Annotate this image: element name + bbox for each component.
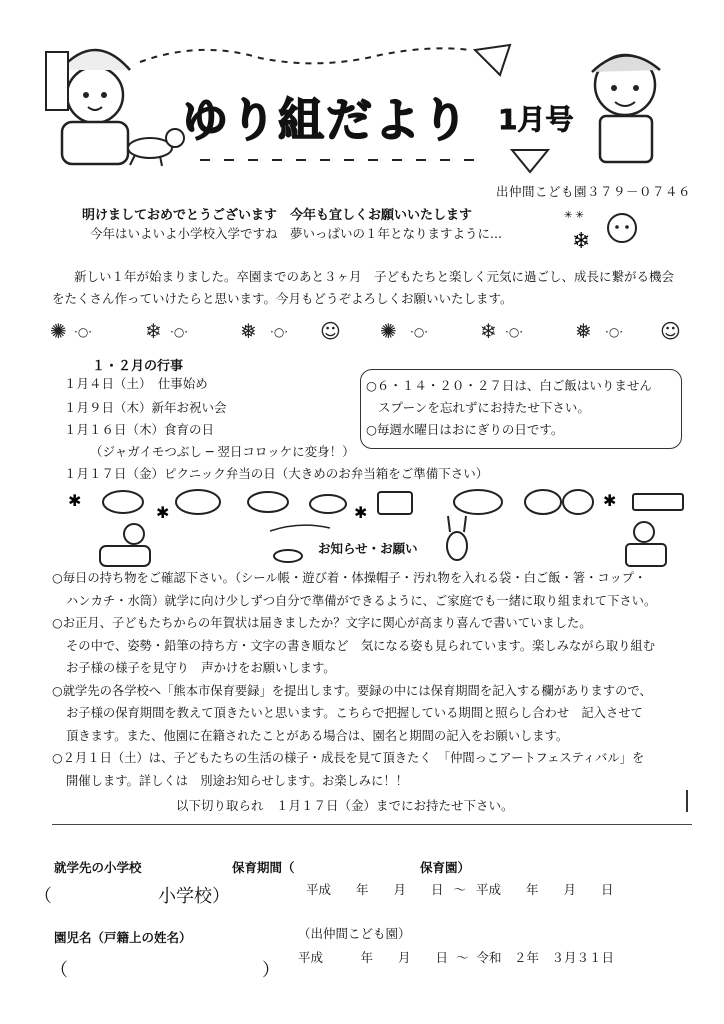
intro-paragraph bbox=[52, 266, 692, 310]
notice-line: 頂きます。また、他園に在籍されたことがある場合は、園名と期間の記入をお願いします。 bbox=[66, 728, 569, 743]
svg-text:·○·: ·○· bbox=[410, 325, 429, 339]
rice-notice-line-3: ○毎週水曜日はおにぎりの日です。 bbox=[366, 422, 564, 437]
dog-icon bbox=[128, 129, 184, 166]
child-name-label: 園児名（戸籍上の姓名） bbox=[54, 930, 192, 945]
period-label: 保育期間（ bbox=[232, 860, 295, 875]
svg-text:❄: ❄ bbox=[145, 319, 162, 343]
greeting-line-1: 明けましておめでとうございます 今年も宜しくお願いいたします bbox=[82, 208, 473, 223]
notice-line: その中で、姿勢・鉛筆の持ち方・文字の書き順など 気になる姿も見られています。楽しみながら取り組む bbox=[66, 638, 656, 653]
svg-text:·○·: ·○· bbox=[270, 325, 289, 339]
event-item: １月１６日（木）食育の日 bbox=[64, 422, 215, 437]
newsletter-title: ゆり組だより bbox=[182, 93, 470, 147]
notice-line: ○お正月、子どもたちからの年賀状は届きましたか？文字に関心が高まり喜んで書いていました。 bbox=[52, 616, 592, 630]
hoikuen-label: 保育園） bbox=[420, 860, 471, 875]
notice-heading: お知らせ・お願い bbox=[318, 541, 418, 556]
svg-text:✳ ✳: ✳ ✳ bbox=[564, 210, 584, 221]
svg-text:✱: ✱ bbox=[68, 491, 82, 510]
issue-number: 1月号 bbox=[498, 103, 574, 136]
girl-kimono-icon bbox=[46, 50, 130, 164]
svg-text:✺: ✺ bbox=[50, 319, 67, 343]
svg-text:✺: ✺ bbox=[380, 319, 397, 343]
svg-text:❄: ❄ bbox=[572, 229, 591, 254]
school-label: 就学先の小学校 bbox=[54, 860, 142, 875]
notice-line: ○就学先の各学校へ「熊本市保育要録」を提出します。要録の中には保育期間を記入する欄がありますので、 bbox=[52, 683, 652, 698]
notice-line: 開催します。詳しくは 別途お知らせします。お楽しみに！！ bbox=[66, 773, 408, 788]
intro-line-1: 新しい１年が始まりました。卒園までのあと３ヶ月 子どもたちと楽しく元気に過ごし、成長に繋がる機会 bbox=[74, 269, 675, 284]
child-open-paren[interactable]: （ bbox=[50, 960, 68, 981]
rice-notice-line-2: スプーンを忘れずにお持たせ下さい。 bbox=[378, 400, 590, 415]
notice-line: お子様の様子を見守り 声かけをお願いします。 bbox=[66, 661, 336, 675]
period-row-1[interactable]: 平成 年 月 日 ～ 平成 年 月 日 bbox=[306, 882, 614, 897]
notice-list bbox=[52, 567, 724, 792]
kite-icon bbox=[475, 45, 510, 75]
event-item: １月９日（木）新年お祝い会 bbox=[64, 400, 227, 415]
snowflake-divider bbox=[50, 318, 700, 348]
event-item: １月１７日（金）ピクニック弁当の日（大きめのお弁当箱をご準備下さい） bbox=[64, 466, 489, 481]
svg-text:☺: ☺ bbox=[660, 319, 681, 343]
period-row-2[interactable]: 平成 年 月 日 ～ 令和 ２年 ３月３１日 bbox=[298, 950, 614, 965]
event-item: １月４日（土） 仕事始め bbox=[64, 376, 208, 391]
svg-text:☺: ☺ bbox=[320, 319, 341, 343]
notice-line: ○２月１日（土）は、子どもたちの生活の様子・成長を見て頂きたく 「仲間っこアートフェスティバル」を bbox=[52, 751, 645, 765]
svg-text:❄: ❄ bbox=[480, 319, 497, 343]
notice-line: ○毎日の持ち物をご確認下さい。（シール帳・遊び着・体操帽子・汚れ物を入れる袋・白ご飯・箸・コップ・ bbox=[52, 571, 647, 585]
greeting-line-2: 今年はいよいよ小学校入学ですね 夢いっぱいの１年となりますように... bbox=[90, 226, 502, 241]
event-item-note: （ジャガイモつぶし ─ 翌日コロッケに変身！） bbox=[90, 444, 355, 459]
svg-text:✱: ✱ bbox=[156, 503, 170, 522]
rice-notice-line-1: ○６・１４・２０・２７日は、白ご飯はいりません bbox=[366, 378, 652, 393]
cutoff-marker bbox=[686, 790, 688, 812]
svg-text:✱: ✱ bbox=[603, 491, 617, 510]
boy-kimono-icon bbox=[592, 55, 660, 162]
notice-line: お子様の保育期間を教えて頂きたいと思います。こちらで把握している期間と照らし合わせ 記入させて bbox=[66, 706, 643, 720]
svg-text:❅: ❅ bbox=[240, 319, 257, 343]
intro-line-2: をたくさん作っていけたらと思います。今月もどうぞよろしくお願いいたします。 bbox=[52, 291, 513, 306]
school-open-paren[interactable]: （ bbox=[34, 886, 52, 907]
school-field[interactable]: 小学校） bbox=[158, 886, 230, 907]
child-close-paren[interactable]: ） bbox=[262, 960, 280, 981]
svg-text:·○·: ·○· bbox=[170, 325, 189, 339]
events-heading: １・２月の行事 bbox=[92, 359, 184, 374]
snow-child-illustration bbox=[560, 200, 660, 260]
svg-text:·○·: ·○· bbox=[505, 325, 524, 339]
svg-text:❅: ❅ bbox=[575, 319, 592, 343]
spinning-top-icon bbox=[512, 150, 548, 172]
school-address: 出仲間こども園３７９－０７４６ bbox=[496, 184, 692, 199]
kodomoen-label: （出仲間こども園） bbox=[298, 926, 411, 941]
svg-text:✱: ✱ bbox=[354, 503, 368, 522]
cutoff-instruction: 以下切り取られ １月１７日（金）までにお持たせ下さい。 bbox=[176, 798, 514, 813]
cutoff-line bbox=[52, 824, 692, 825]
notice-line: ハンカチ・水筒）就学に向け少しずつ自分で準備ができるように、ご家庭でも一緒に取り組まれて下さい。 bbox=[66, 593, 657, 608]
svg-text:·○·: ·○· bbox=[74, 325, 93, 339]
svg-text:·○·: ·○· bbox=[605, 325, 624, 339]
